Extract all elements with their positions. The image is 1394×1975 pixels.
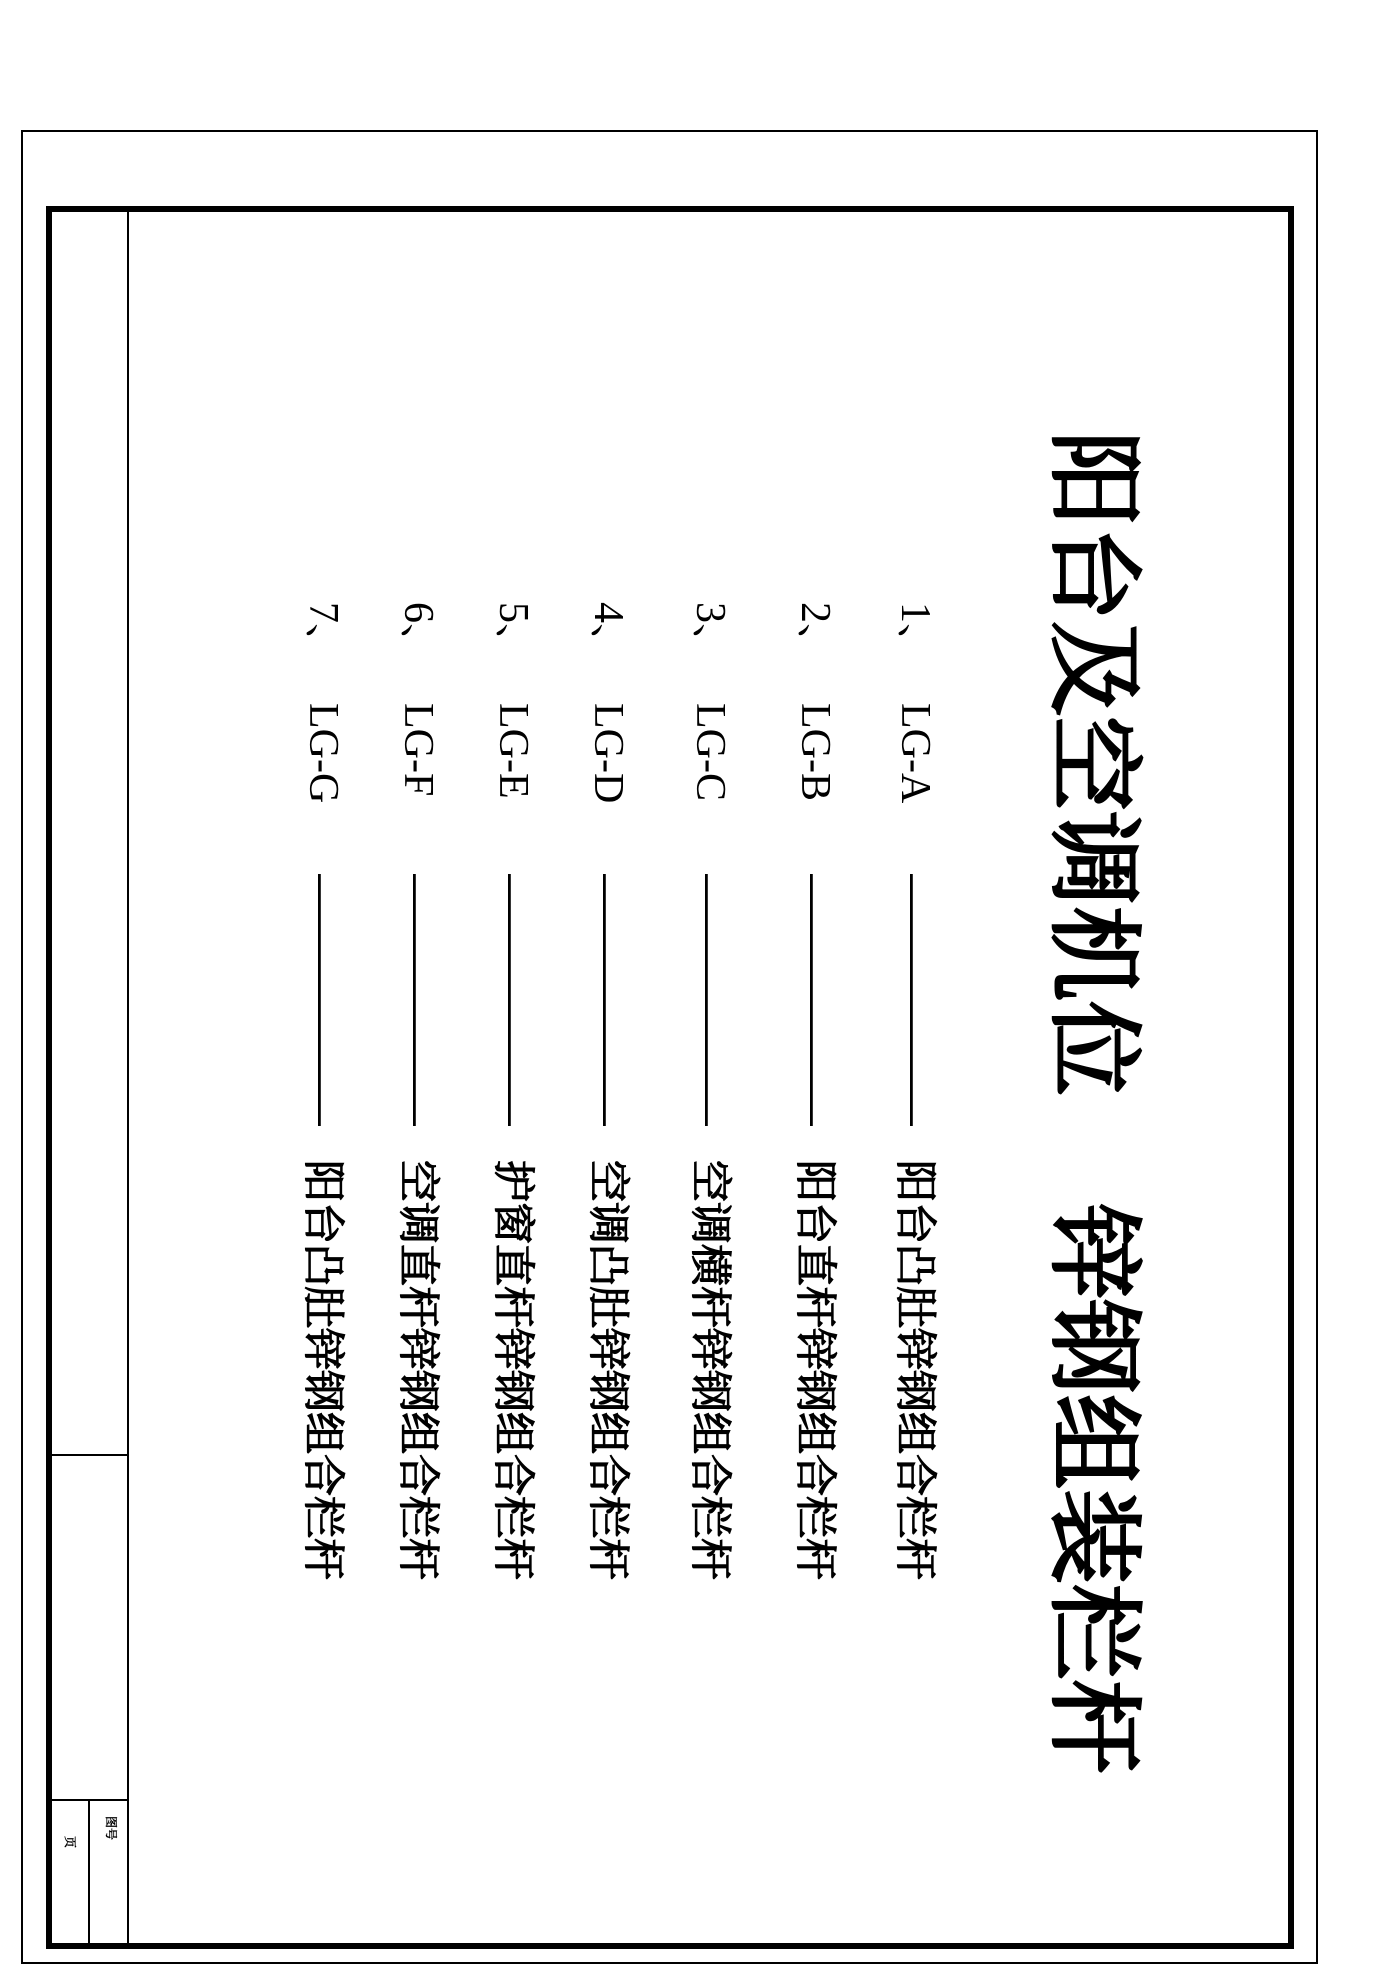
item-number: 1、 <box>892 602 938 666</box>
title-block-row-line <box>52 1454 127 1456</box>
sheet-title-primary: 阳台及空调机位 <box>1038 431 1148 1097</box>
list-item <box>584 212 633 1943</box>
item-number: 5、 <box>490 602 536 666</box>
item-number: 6、 <box>395 602 441 666</box>
list-item <box>299 212 348 1943</box>
item-description: 阳台直杆锌钢组合栏杆 <box>791 1160 840 1581</box>
item-description: 阳台凸肚锌钢组合栏杆 <box>299 1160 348 1581</box>
item-description: 护窗直杆锌钢组合栏杆 <box>489 1160 538 1581</box>
sheet-title-secondary: 锌钢组装栏杆 <box>1038 1204 1148 1775</box>
item-code: LG-C <box>687 703 733 801</box>
item-code: LG-F <box>395 703 441 797</box>
sheet-content-area <box>131 212 1288 1943</box>
item-number: 7、 <box>300 602 346 666</box>
item-leader-dashes: —————— <box>395 874 442 1126</box>
item-code: LG-B <box>792 703 838 801</box>
item-code: LG-D <box>585 703 631 804</box>
list-item <box>489 212 538 1943</box>
item-description: 空调凸肚锌钢组合栏杆 <box>584 1160 633 1581</box>
item-leader-dashes: —————— <box>490 874 537 1126</box>
drawing-number-label: 图号 <box>104 1816 118 1841</box>
item-number: 2、 <box>792 602 838 666</box>
list-item <box>394 212 443 1943</box>
item-description: 空调横杆锌钢组合栏杆 <box>686 1160 735 1581</box>
item-code: LG-A <box>892 703 938 804</box>
title-block-cell-line <box>88 1801 90 1943</box>
list-item <box>891 212 940 1943</box>
item-leader-dashes: —————— <box>687 874 734 1126</box>
list-item <box>791 212 840 1943</box>
item-number: 4、 <box>585 602 631 666</box>
list-item <box>686 212 735 1943</box>
item-leader-dashes: —————— <box>792 874 839 1126</box>
item-description: 阳台凸肚锌钢组合栏杆 <box>891 1160 940 1581</box>
title-block-divider-line <box>127 212 129 1943</box>
item-leader-dashes: —————— <box>892 874 939 1126</box>
rotated-sheet-content <box>131 212 1288 1943</box>
page-label: 页 <box>63 1836 77 1849</box>
item-number: 3、 <box>687 602 733 666</box>
item-leader-dashes: —————— <box>585 874 632 1126</box>
item-code: LG-G <box>300 703 346 804</box>
item-leader-dashes: —————— <box>300 874 347 1126</box>
item-code: LG-E <box>490 703 536 799</box>
item-description: 空调直杆锌钢组合栏杆 <box>394 1160 443 1581</box>
